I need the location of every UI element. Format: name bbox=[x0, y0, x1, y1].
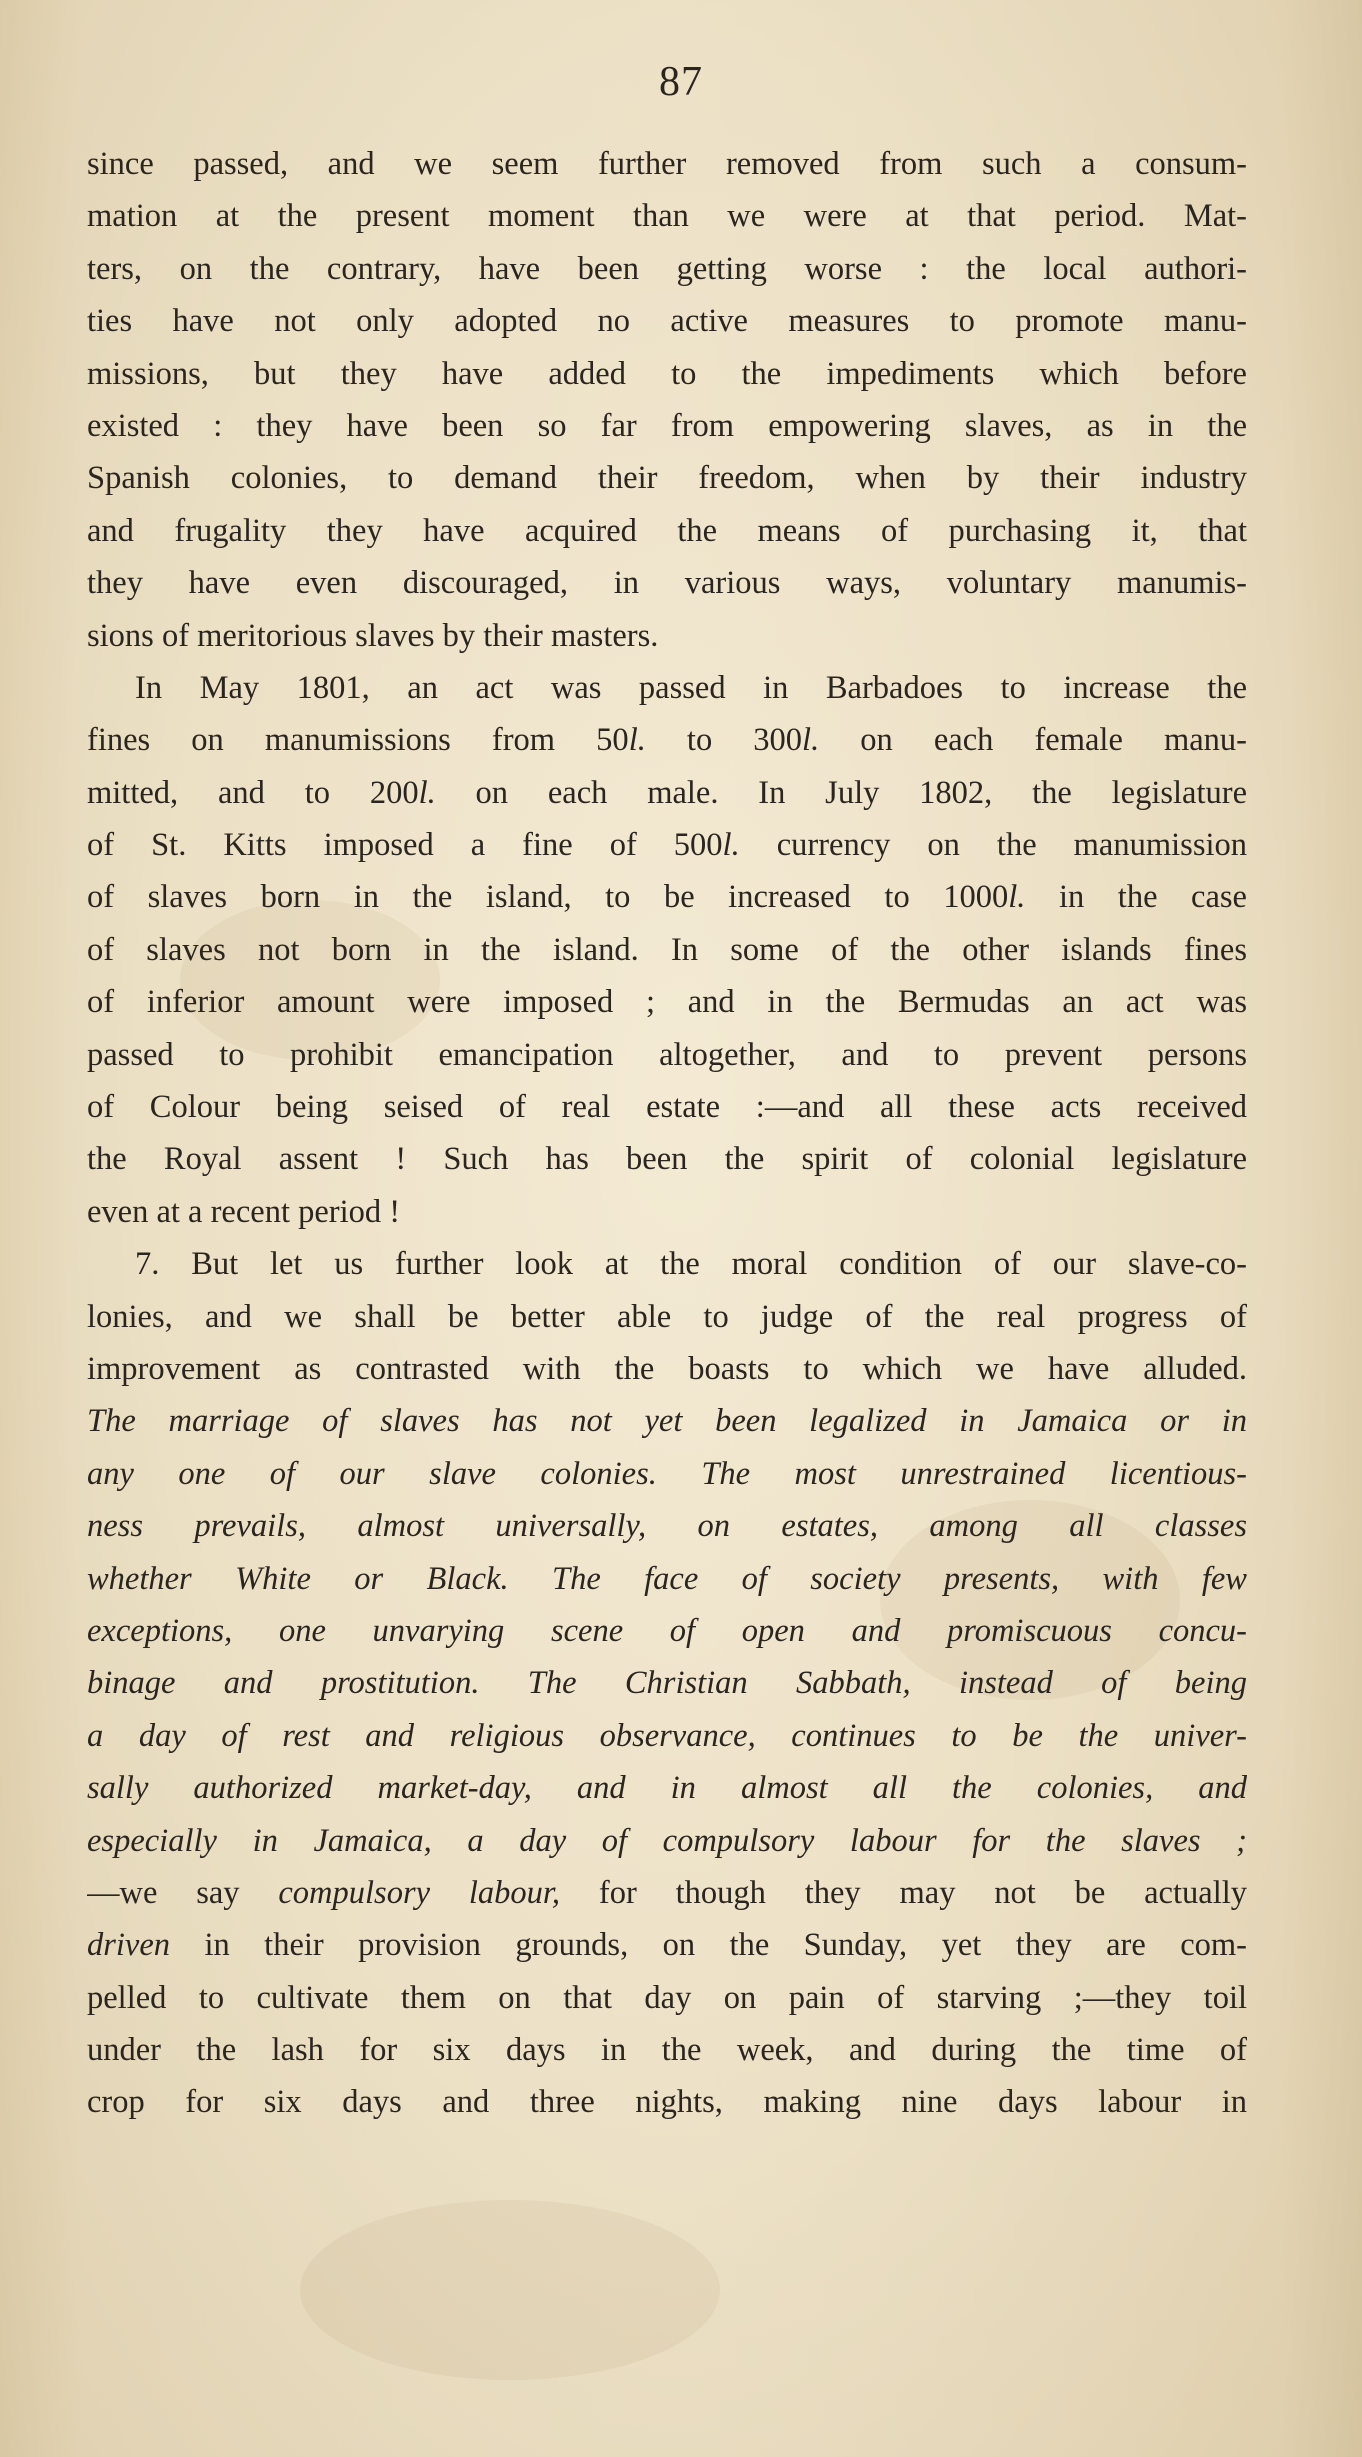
text-line bbox=[87, 1605, 1247, 1657]
text-segment: 7. But let us further look at the moral condition of our slave-co- bbox=[135, 1246, 1247, 1283]
text-line bbox=[87, 871, 1247, 923]
text-segment: of St. Kitts imposed a fine of 500 bbox=[87, 827, 723, 864]
text-line bbox=[87, 819, 1247, 871]
text-line bbox=[87, 1710, 1247, 1762]
italic-text: l. bbox=[802, 722, 820, 759]
text-line bbox=[87, 2024, 1247, 2076]
text-segment: sions of meritorious slaves by their masters. bbox=[87, 617, 659, 654]
italic-text: l. bbox=[722, 827, 740, 864]
text-line bbox=[87, 1133, 1247, 1185]
text-segment: currency on the manumission bbox=[739, 827, 1247, 864]
text-line bbox=[87, 243, 1247, 295]
text-segment: existed : they have been so far from empowering slaves, as in the bbox=[87, 407, 1247, 444]
text-segment: missions, but they have added to the impediments which before bbox=[87, 355, 1247, 392]
text-line bbox=[87, 976, 1247, 1028]
text-line bbox=[87, 1291, 1247, 1343]
text-line bbox=[87, 662, 1247, 714]
text-segment: on each female manu- bbox=[819, 722, 1247, 759]
text-line bbox=[87, 714, 1247, 766]
text-line bbox=[87, 295, 1247, 347]
italic-text: any one of our slave colonies. The most unrestrained licentious- bbox=[87, 1455, 1247, 1492]
italic-text: sally authorized market-day, and in almost all the colonies, and bbox=[87, 1770, 1247, 1807]
text-line bbox=[87, 767, 1247, 819]
italic-text: compulsory labour, bbox=[278, 1874, 561, 1911]
text-line bbox=[87, 400, 1247, 452]
italic-text: ness prevails, almost universally, on estates, among all classes bbox=[87, 1508, 1247, 1545]
text-line bbox=[87, 1553, 1247, 1605]
italic-text: especially in Jamaica, a day of compulsory labour for the slaves ; bbox=[87, 1822, 1247, 1859]
text-line bbox=[87, 1815, 1247, 1867]
text-line bbox=[87, 1500, 1247, 1552]
text-segment: to 300 bbox=[645, 722, 803, 759]
text-segment: mitted, and to 200 bbox=[87, 774, 419, 811]
text-segment: under the lash for six days in the week, and during the time of bbox=[87, 2032, 1247, 2069]
text-segment: and frugality they have acquired the means of purchasing it, that bbox=[87, 512, 1247, 549]
text-line bbox=[87, 1029, 1247, 1081]
italic-text: The marriage of slaves has not yet been legalized in Jamaica or in bbox=[87, 1403, 1247, 1440]
italic-text: driven bbox=[87, 1927, 171, 1964]
text-segment: fines on manumissions from 50 bbox=[87, 722, 629, 759]
text-line bbox=[87, 1762, 1247, 1814]
italic-text: a day of rest and religious observance, continues to be the univer- bbox=[87, 1717, 1247, 1754]
text-line bbox=[87, 2076, 1247, 2128]
text-line bbox=[87, 348, 1247, 400]
text-segment: improvement as contrasted with the boasts to which we have alluded. bbox=[87, 1350, 1247, 1387]
text-segment: ties have not only adopted no active measures to promote manu- bbox=[87, 303, 1247, 340]
italic-text: exceptions, one unvarying scene of open and promiscuous concu- bbox=[87, 1612, 1247, 1649]
italic-text: whether White or Black. The face of society presents, with few bbox=[87, 1560, 1247, 1597]
text-line bbox=[87, 1395, 1247, 1447]
text-line bbox=[87, 1657, 1247, 1709]
text-segment: of slaves not born in the island. In some of the other islands fines bbox=[87, 931, 1247, 968]
text-line bbox=[87, 452, 1247, 504]
italic-text: binage and prostitution. The Christian Sabbath, instead of being bbox=[87, 1665, 1247, 1702]
text-segment: the Royal assent ! Such has been the spirit of colonial legislature bbox=[87, 1141, 1247, 1178]
text-segment: in the case bbox=[1025, 879, 1247, 916]
text-line bbox=[87, 1919, 1247, 1971]
text-line bbox=[87, 505, 1247, 557]
body-text bbox=[87, 138, 1247, 2129]
text-line bbox=[87, 1867, 1247, 1919]
text-line bbox=[87, 1081, 1247, 1133]
text-segment: mation at the present moment than we were at that period. Mat- bbox=[87, 198, 1247, 235]
text-segment: even at a recent period ! bbox=[87, 1193, 401, 1230]
text-line bbox=[87, 138, 1247, 190]
text-segment: crop for six days and three nights, making nine days labour in bbox=[87, 2084, 1247, 2121]
text-segment: lonies, and we shall be better able to judge of the real progress of bbox=[87, 1298, 1247, 1335]
text-segment: ters, on the contrary, have been getting worse : the local authori- bbox=[87, 250, 1247, 287]
text-segment: of inferior amount were imposed ; and in the Bermudas an act was bbox=[87, 984, 1247, 1021]
text-segment: they have even discouraged, in various ways, voluntary manumis- bbox=[87, 565, 1247, 602]
paper-stain bbox=[300, 2200, 720, 2380]
text-segment: In May 1801, an act was passed in Barbadoes to increase the bbox=[135, 669, 1247, 706]
text-line bbox=[87, 557, 1247, 609]
text-line bbox=[87, 1972, 1247, 2024]
page-number: 87 bbox=[659, 59, 703, 105]
text-segment: —we say bbox=[87, 1874, 279, 1911]
text-line bbox=[87, 610, 1247, 662]
text-segment: pelled to cultivate them on that day on pain of starving ;—they toil bbox=[87, 1979, 1247, 2016]
text-segment: passed to prohibit emancipation altogether, and to prevent persons bbox=[87, 1036, 1247, 1073]
text-segment: of Colour being seised of real estate :—and all these acts received bbox=[87, 1089, 1247, 1126]
text-line bbox=[87, 190, 1247, 242]
text-segment: on each male. In July 1802, the legislature bbox=[435, 774, 1247, 811]
text-line bbox=[87, 1448, 1247, 1500]
italic-text: l. bbox=[1008, 879, 1026, 916]
text-line bbox=[87, 1238, 1247, 1290]
text-line bbox=[87, 1186, 1247, 1238]
italic-text: l. bbox=[418, 774, 436, 811]
text-segment: Spanish colonies, to demand their freedom, when by their industry bbox=[87, 460, 1247, 497]
text-line bbox=[87, 924, 1247, 976]
italic-text: l. bbox=[628, 722, 646, 759]
text-segment: since passed, and we seem further removed from such a consum- bbox=[87, 146, 1247, 182]
text-segment: for though they may not be actually bbox=[560, 1874, 1247, 1911]
text-line bbox=[87, 1343, 1247, 1395]
text-segment: in their provision grounds, on the Sunday, yet they are com- bbox=[170, 1927, 1247, 1964]
text-segment: of slaves born in the island, to be increased to 1000 bbox=[87, 879, 1009, 916]
